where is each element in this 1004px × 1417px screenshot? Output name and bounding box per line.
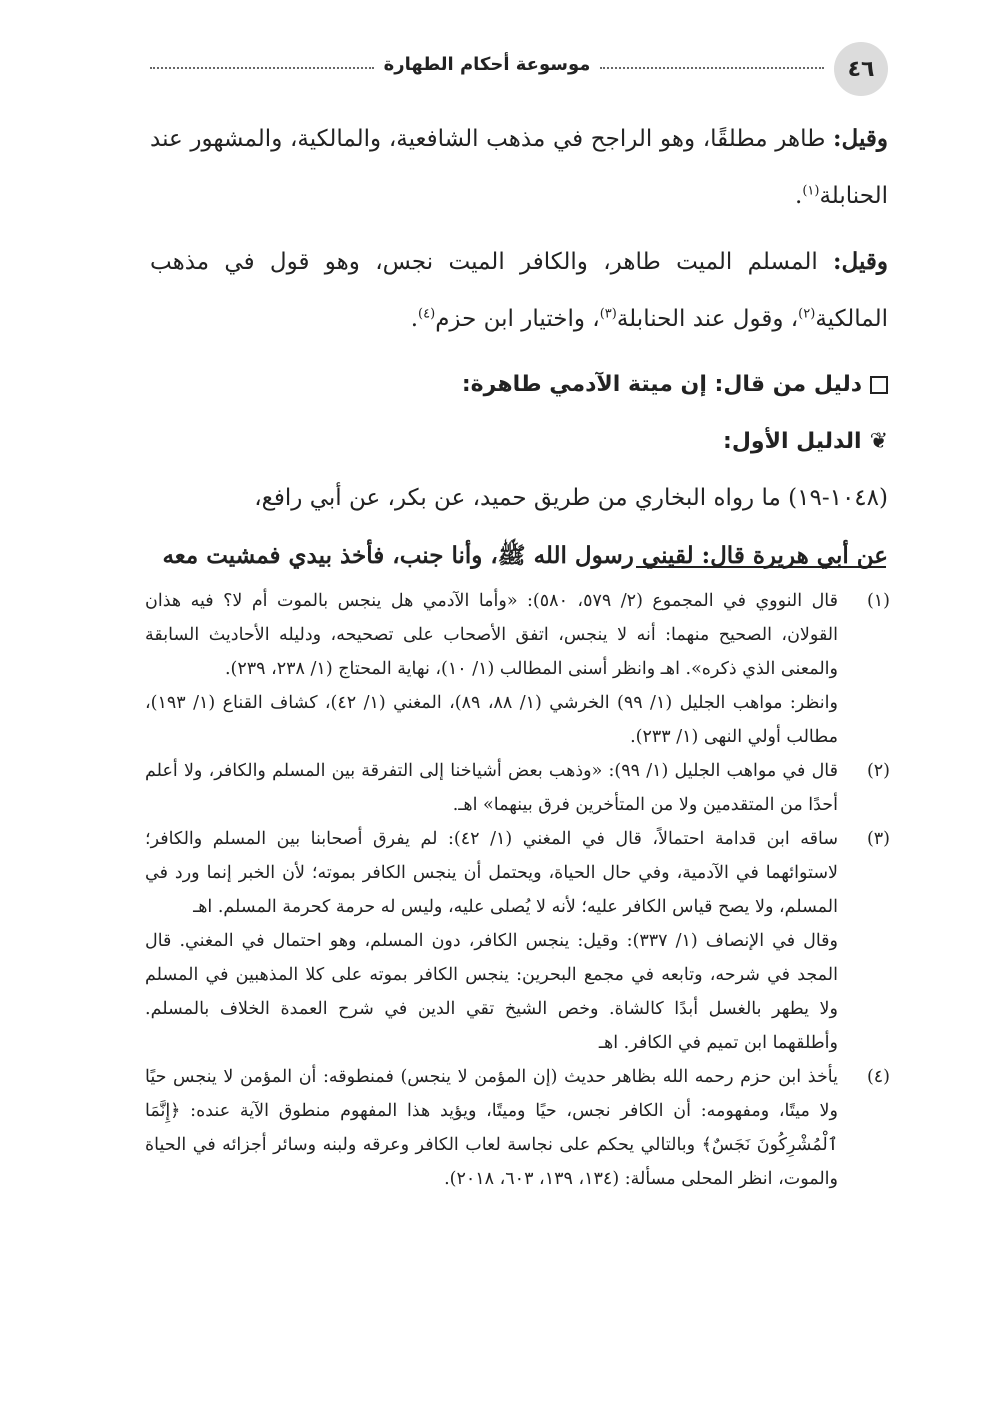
paragraph-opinion-1 [150, 110, 888, 225]
footnote-paragraph: وانظر: مواهب الجليل (١/ ٩٩) الخرشي (١/ ٨٨، ٨٩)، المغني (١/ ٤٢)، كشاف القناع (١/ ١٩٣)، مطالب أولي النهى (١/ ٢٣٣). [145, 693, 838, 747]
hadith-intro: (١٠٤٨-١٩) ما رواه البخاري من طريق حميد، عن بكر، عن أبي رافع، [254, 485, 888, 511]
footnote-ref[interactable]: (١) [802, 183, 820, 199]
footnote [145, 822, 890, 1060]
header-dots-left [150, 67, 374, 69]
page-header [150, 42, 888, 100]
footnotes [145, 584, 890, 1196]
footnote-paragraph: يأخذ ابن حزم رحمه الله بظاهر حديث (إن المؤمن لا ينجس) فمنطوقه: أن المؤمن لا ينجس حيًا ولا ميتًا، ومفهومه: أن الكافر نجس، حيًا وميتًا، ويؤيد هذا المفهوم منطوق الآية عنده: ﴿إِنَّمَا ٱلْمُشْرِكُونَ نَجَسٌ﴾ وبالتالي يحكم على نجاسة لعاب الكافر وعرقه ولبنه وسائر أجزائه في الحياة والموت، انظر المحلى مسألة: (١٣٤، ١٣٩، ٦٠٣، ٢٠١٨). [145, 1067, 838, 1189]
book-title: موسوعة أحكام الطهارة [383, 54, 591, 75]
leaf-bullet-icon: ❦ [869, 429, 888, 454]
footnote-paragraph: وقال في الإنصاف (١/ ٣٣٧): وقيل: ينجس الكافر، دون المسلم، وهو احتمال في المغني. قال المجد في شرحه، وتابعه في مجمع البحرين: ينجس الكافر بموته على كلا المذهبين في المسلم ولا يطهر بالغسل أبدًا كالشاة. وخص الشيخ تقي الدين في شرح العمدة الخلاف بالمسلم. وأطلقهما ابن تميم في الكافر. اهـ [145, 931, 838, 1053]
footnote-ref[interactable]: (٣) [599, 306, 617, 322]
footnote-ref[interactable]: (٤) [418, 306, 436, 322]
footnote-paragraph: قال في مواهب الجليل (١/ ٩٩): «وذهب بعض أشياخنا إلى التفرقة بين المسلم والكافر، ولا أعلم أحدًا من المتقدمين ولا من المتأخرين فرق بينهما» اهـ. [145, 761, 838, 815]
main-text [150, 110, 888, 584]
opinion-text: طاهر مطلقًا، وهو الراجح في مذهب الشافعية، والمالكية، والمشهور عند الحنابلة [150, 126, 888, 209]
footnote-number: (٣) [866, 829, 890, 849]
footnote-paragraph: قال النووي في المجموع (٢/ ٥٧٩، ٥٨٠): «وأما الآدمي هل ينجس بالموت أم لا؟ فيه هذان القولان، الصحيح منهما: أنه لا ينجس، اتفق الأصحاب على تصحيحه، ودليله الأحاديث السابقة والمعنى الذي ذكره». اهـ وانظر أسنى المطالب (١/ ١٠)، نهاية المحتاج (١/ ٢٣٨، ٢٣٩). [145, 591, 838, 679]
evidence-heading [150, 356, 888, 413]
hadith-text: عن أبي هريرة قال: لقيني رسول الله ﷺ، وأنا جنب، فأخذ بيدي فمشيت معه [162, 542, 888, 569]
opinion-text: ، وقول عند الحنابلة [616, 306, 799, 332]
heading-text: دليل من قال: إن ميتة الآدمي طاهرة: [461, 372, 862, 397]
opinion-text: ، واختيار ابن حزم [435, 306, 600, 332]
paragraph-opinion-2 [150, 233, 888, 348]
footnote [145, 1060, 890, 1196]
footnote-ref[interactable]: (٢) [798, 306, 816, 322]
opinion-text: المسلم الميت طاهر، والكافر الميت نجس، وهو قول في مذهب المالكية [150, 249, 888, 332]
footnote [145, 584, 890, 754]
heading-text: الدليل الأول: [723, 429, 862, 454]
punctuation: . [410, 306, 419, 332]
footnote-number: (١) [866, 591, 890, 611]
opinion-label: وقيل: [833, 248, 888, 275]
footnote-number: (٤) [866, 1067, 890, 1087]
punctuation: . [795, 183, 803, 209]
header-dots-right [600, 67, 824, 69]
footnote-separator [636, 566, 886, 568]
footnote-paragraph: ساقه ابن قدامة احتمالاً، قال في المغني (١/ ٤٢): لم يفرق أصحابنا بين المسلم والكافر؛ لاستوائهما في الآدمية، وفي حال الحياة، ويحتمل أن ينجس الكافر بموته؛ لأن الخبر إنما ورد في المسلم، ولا يصح قياس الكافر عليه؛ لأنه لا يُصلى عليه، وليس له حرمة كحرمة المسلم. اهـ [145, 829, 838, 917]
running-header [150, 54, 888, 75]
footnote-number: (٢) [866, 761, 890, 781]
page-number-badge: ٤٦ [834, 42, 888, 96]
checkbox-icon [870, 376, 888, 394]
first-evidence-heading [150, 413, 888, 470]
opinion-label: وقيل: [833, 125, 888, 152]
footnote [145, 754, 890, 822]
